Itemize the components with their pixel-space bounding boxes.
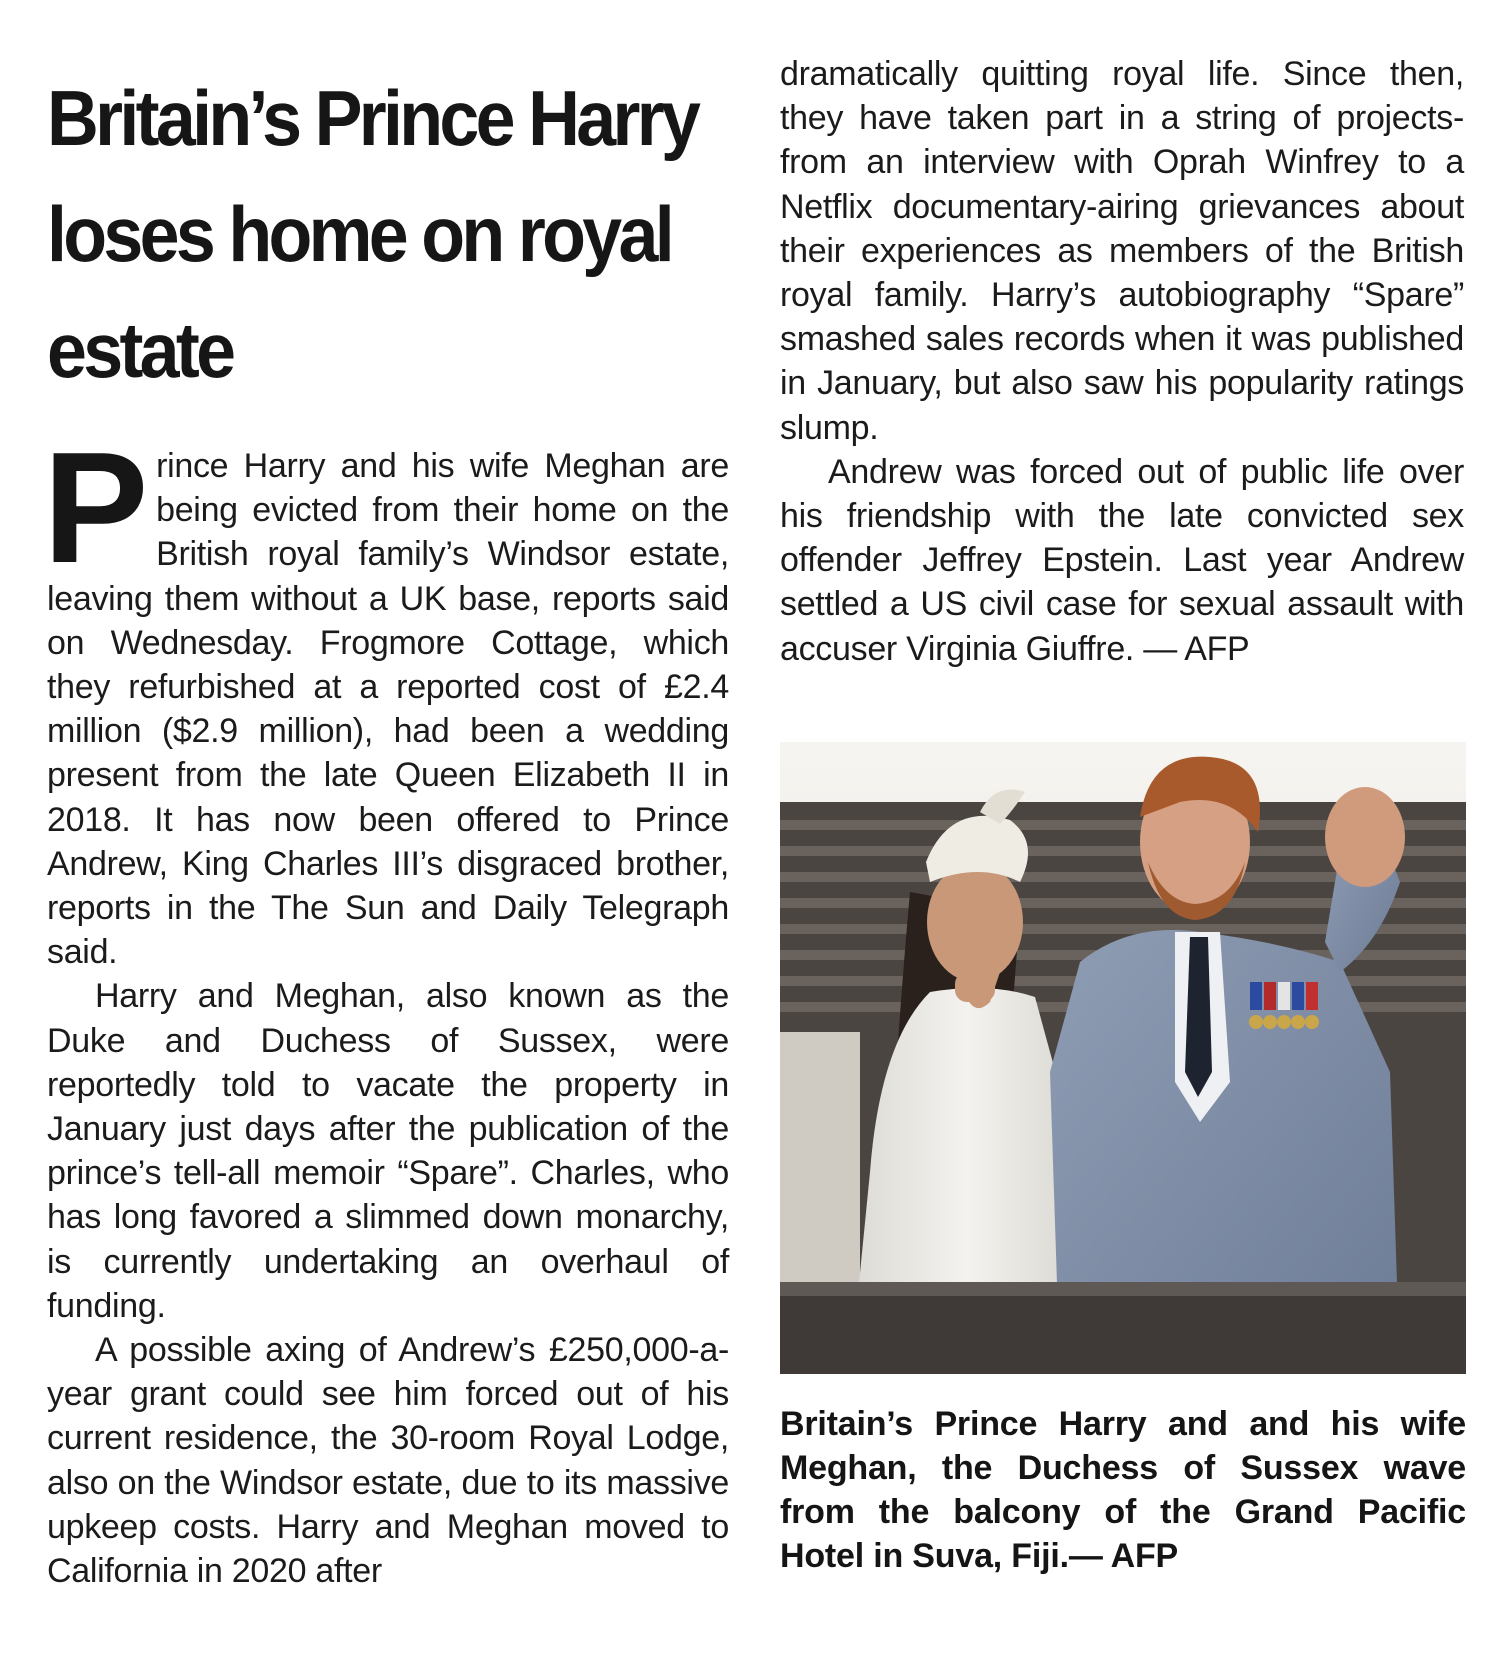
news-photo	[780, 742, 1466, 1374]
paragraph-3: A possible axing of Andrew’s £250,000-a-year grant could see him forced out of his current residence, the 30-room Royal Lodge, also on the Windsor estate, due to its massive upkeep costs. Harry and Meghan moved to California in 2020 after	[47, 1331, 729, 1591]
paragraph-4: dramatically quitting royal life. Since then, they have taken part in a string of projects-from an interview with Oprah Winfrey to a Netflix documentary-airing grievances about their experiences as members of the British royal family. Harry’s autobiography “Spare” smashed sales records when it was published in January, but also saw his popularity ratings slump.	[780, 55, 1464, 447]
right-column	[780, 52, 1464, 671]
drop-cap: P	[43, 420, 149, 596]
balcony-rail	[780, 1282, 1466, 1296]
photo-illustration	[780, 742, 1466, 1374]
paragraph-2: Harry and Meghan, also known as the Duke and Duchess of Sussex, were reportedly told to vacate the property in January just days after the publication of the prince’s tell-all memoir “Spare”. Charles, who has long favored a slimmed down monarchy, is currently undertaking an overhaul of funding.	[47, 977, 729, 1325]
headline: Britain’s Prince Harry loses home on royal estate	[47, 74, 698, 394]
paragraph-5: Andrew was forced out of public life over his friendship with the late convicted sex offender Jeffrey Epstein. Last year Andrew settled a US civil case for sexual assault with accuser Virginia Giuffre. — AFP	[780, 452, 1464, 668]
paragraph-1-text: rince Harry and his wife Meghan are being evicted from their home on the British royal family’s Windsor estate, leaving them without a UK base, reports said on Wednesday. Frogmore Cottage, which they refurbished at a reported cost of £2.4 million ($2.9 million), had been a wedding present from the late Queen Elizabeth II in 2018. It has now been offered to Prince Andrew, King Charles III’s disgraced brother, reports in the The Sun and Daily Telegraph said.	[47, 447, 729, 972]
left-column	[43, 60, 729, 1593]
waving-hand	[1325, 787, 1405, 887]
medals	[1249, 982, 1319, 1029]
paragraph-1	[43, 420, 729, 974]
photo-caption: Britain’s Prince Harry and and his wife Meghan, the Duchess of Sussex wave from the balcony of the Grand Pacific Hotel in Suva, Fiji.— AFP	[780, 1405, 1466, 1575]
